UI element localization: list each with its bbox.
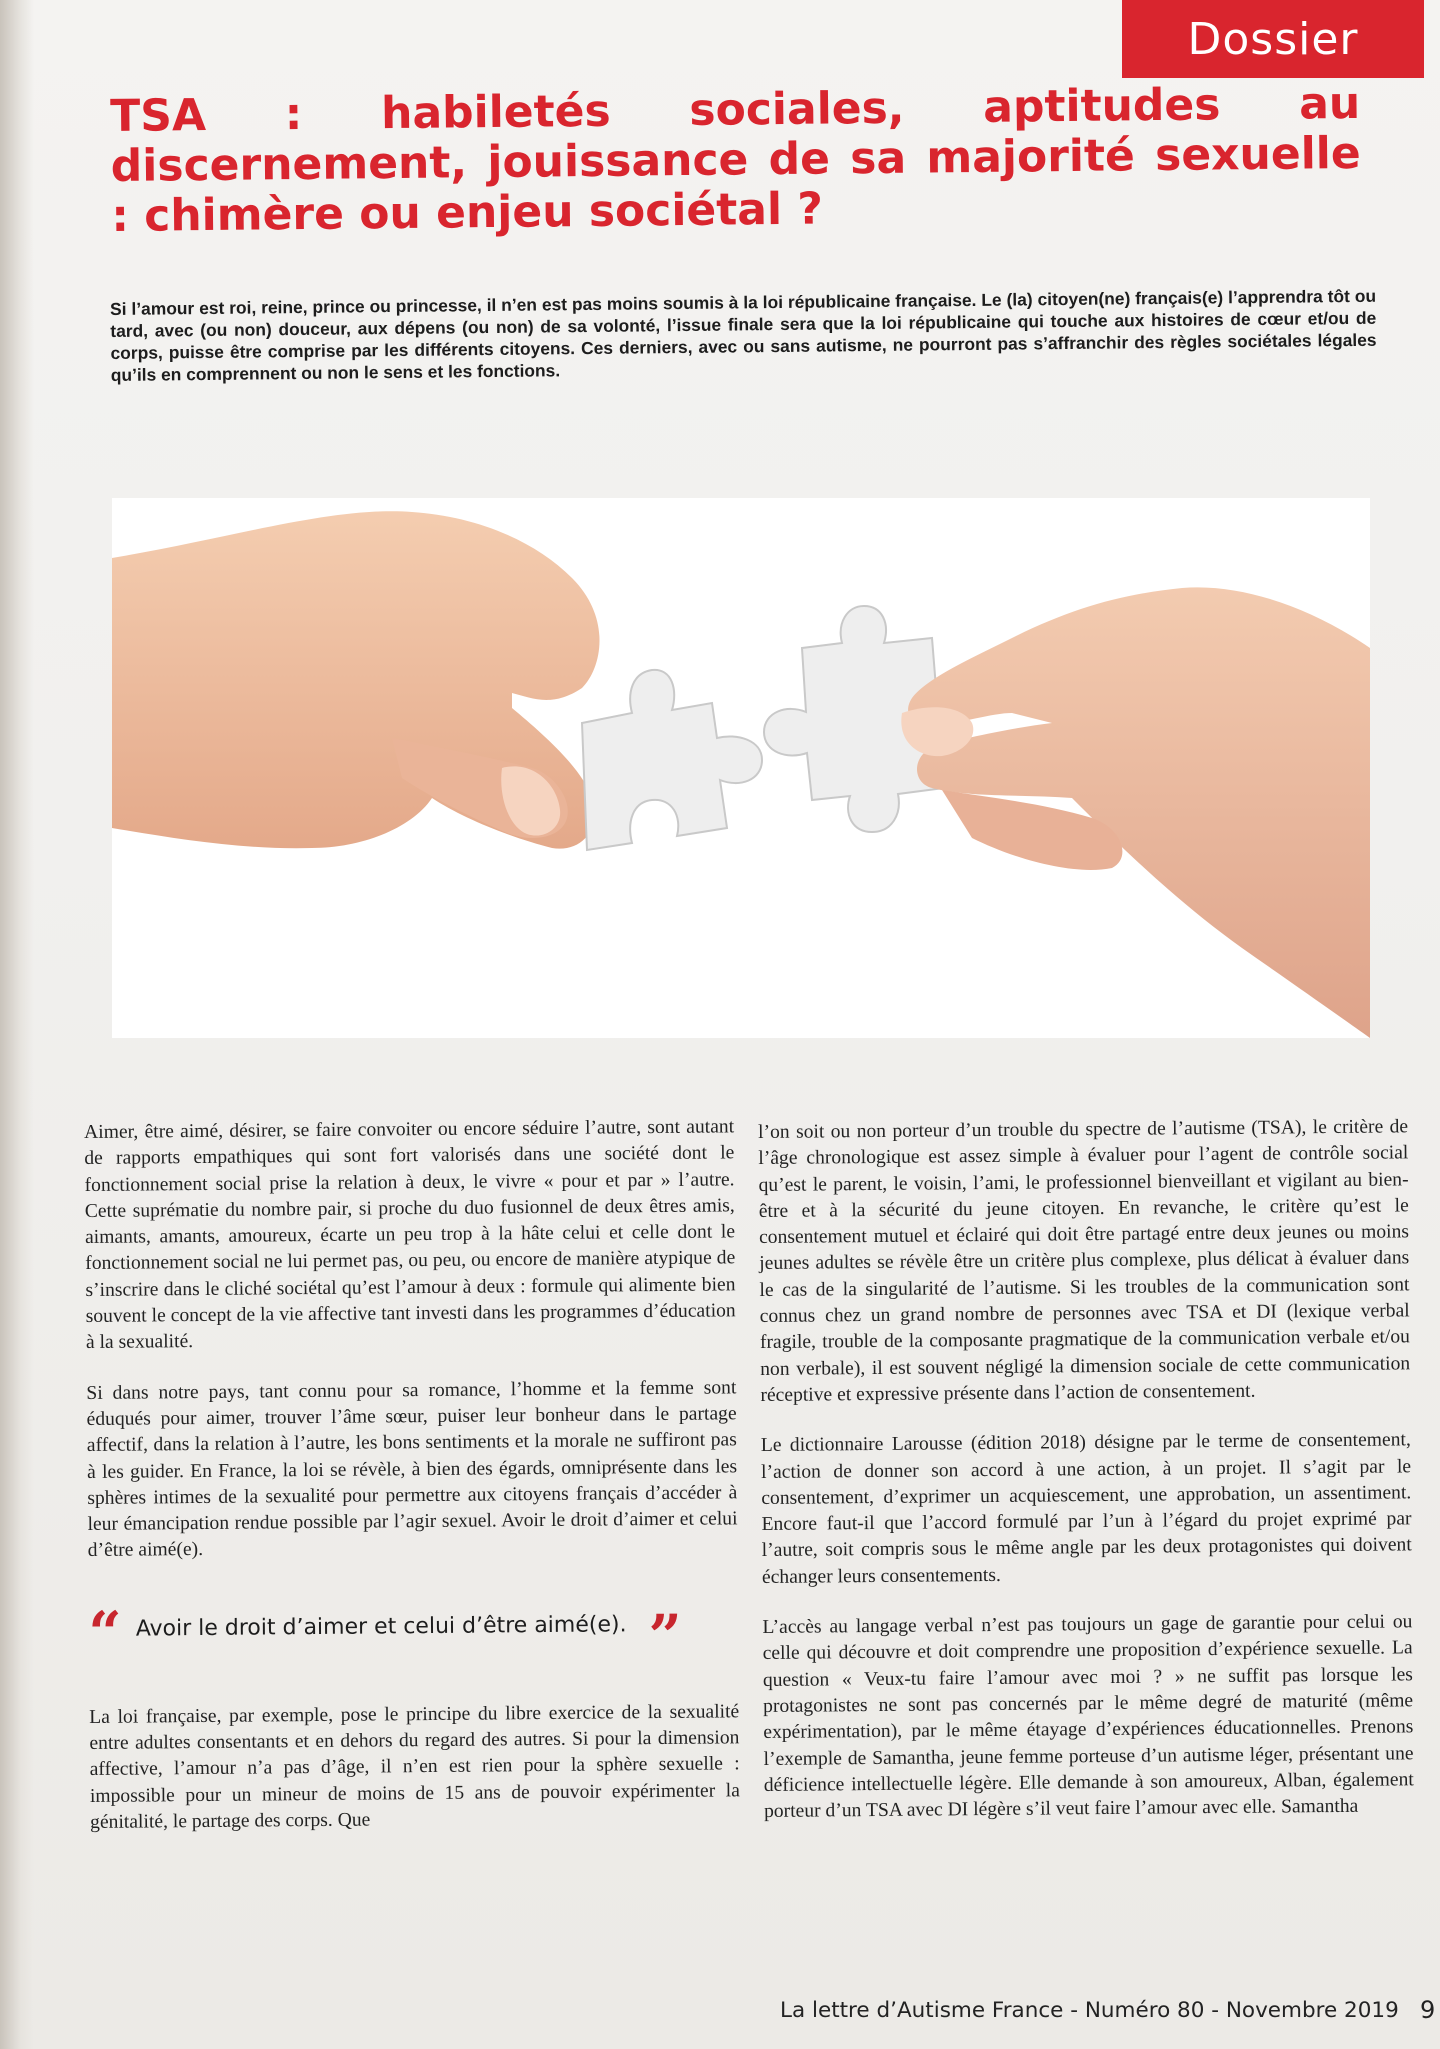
publication-footer: La lettre d’Autisme France - Numéro 80 - Novembre 2019 xyxy=(780,1998,1399,2023)
page-edge-shadow xyxy=(0,0,34,2049)
close-quote-mark: ” xyxy=(648,1601,683,1670)
left-hand xyxy=(112,511,600,848)
hands-puzzle-photo xyxy=(112,498,1370,1038)
paragraph: l’on soit ou non porteur d’un trouble du spectre de l’autisme (TSA), le critère de l’âge chronologique est assez simple à évaluer pour l’agent de contrôle social qu’est le parent, le voisin, l’ami, le professionnel bienveillant et vigilant au bien-être et à la sécurité du jeune citoyen. En revanche, le critère qu’est le consentement mutuel et éclairé qui doit être partagé entre deux jeunes ou moins jeunes adultes se révèle être un critère plus complexe, plus délicat à évaluer dans le cas de la singularité de l’autisme. Si les troubles de la communication sont connus chez un grand nombre de personnes avec TSA et DI (lexique verbal fragile, trouble de la composante pragmatique de la communication verbale et/ou non verbale), il est souvent négligé la dimension sociale de cette communication réceptive et expressive présente dans l’action de consentement. xyxy=(758,1116,1411,1406)
paragraph: Aimer, être aimé, désirer, se faire convoiter ou encore séduire l’autre, sont autant de rapports empathiques qui sont fort valorisés dans une société dont le fonctionnement social prise la relation à deux, le vivre « pour et par » l’autre. Cette suprématie du nombre pair, si proche du duo fusionnel de deux êtres amis, aimants, amants, amoureux, écarte un peu trop à la hâte celui et celle dont le fonctionnement social ne lui permet pas, ou peu, ou encore de manière atypique de s’inscrire dans le cliché sociétal qu’est l’amour à deux : formule qui alimente bien souvent le concept de la vie affective tant investi dans les programmes d’éducation à la sexualité. xyxy=(84,1116,736,1354)
paragraph: L’accès au langage verbal n’est pas toujours un gage de garantie pour celui ou celle qui découvre et doit comprendre une proposition d’expérience sexuelle. La question « Veux-tu faire l’amour avec moi ? » ne suffit pas lorsque les protagonistes ne sont pas concernés par le même degré de maturité (même expérimentation), par le même étayage d’expériences éducationnelles. Prenons l’exemple de Samantha, jeune femme porteuse d’un autisme léger, présentant une déficience intellectuelle légère. Elle demande à son amoureux, Alban, également porteur d’un TSA avec DI légère s’il veut faire l’amour avec elle. Samantha xyxy=(762,1611,1414,1823)
article-intro: Si l’amour est roi, reine, prince ou princesse, il n’en est pas moins soumis à la loi républicaine française. Le (la) citoyen(ne) français(e) l’apprendra tôt ou tard, avec (ou non) douceur, aux dépens (ou non) de sa volonté, l’issue finale sera que la loi républicaine qui touche aux histoires de cœur et/ou de corps, puisse être comprise par les différents citoyens. Ces derniers, avec ou sans autisme, ne pourront pas s’affranchir des règles sociétales légales qu’ils en comprennent ou non le sens et les fonctions. xyxy=(110,285,1377,385)
pull-quote xyxy=(88,1593,739,1670)
article-title: TSA : habiletés sociales, aptitudes au discernement, jouissance de sa majorité sexuelle : chimère ou enjeu sociétal ? xyxy=(109,77,1361,242)
article-column-left xyxy=(84,1114,740,1860)
pull-quote-text: Avoir le droit d’aimer et celui d’être aimé(e). xyxy=(135,1611,627,1642)
paragraph: Le dictionnaire Larousse (édition 2018) désigne par le terme de consentement, l’action de donner son accord à une action, à un projet. Il s’agit par le consentement, d’exprimer un acquiescement, une approbation, un assentiment. Encore faut-il que l’accord formulé par l’un à l’égard du projet exprimé par l’autre, soit compris sous le même angle par les deux protagonistes qui doivent échanger leurs consentements. xyxy=(760,1429,1412,1588)
paragraph: Si dans notre pays, tant connu pour sa romance, l’homme et la femme sont éduqués pour aimer, trouver l’âme sœur, puiser leur bonheur dans le partage affectif, dans la relation à l’autre, les bons sentiments et la morale ne suffiront pas à les guider. En France, la loi se révèle, à bien des égards, omniprésente dans les sphères intimes de la sexualité pour permettre aux citoyens français d’accéder à leur émancipation rendue possible par l’agir sexuel. Avoir le droit d’aimer et celui d’être aimé(e). xyxy=(86,1376,738,1562)
paragraph: La loi française, par exemple, pose le principe du libre exercice de la sexualité entre adultes consentants et en dehors du regard des autres. Si pour la dimension affective, l’amour n’a pas d’âge, il n’en est rien pour la sphère sexuelle : impossible pour un mineur de moins de 15 ans de pouvoir expérimenter la génitalité, le partage des corps. Que xyxy=(89,1701,740,1833)
page-number: 9 xyxy=(1420,1996,1436,2024)
open-quote-mark: “ xyxy=(88,1598,123,1667)
article-column-right xyxy=(758,1114,1414,1849)
section-label-tab: Dossier xyxy=(1122,0,1424,78)
